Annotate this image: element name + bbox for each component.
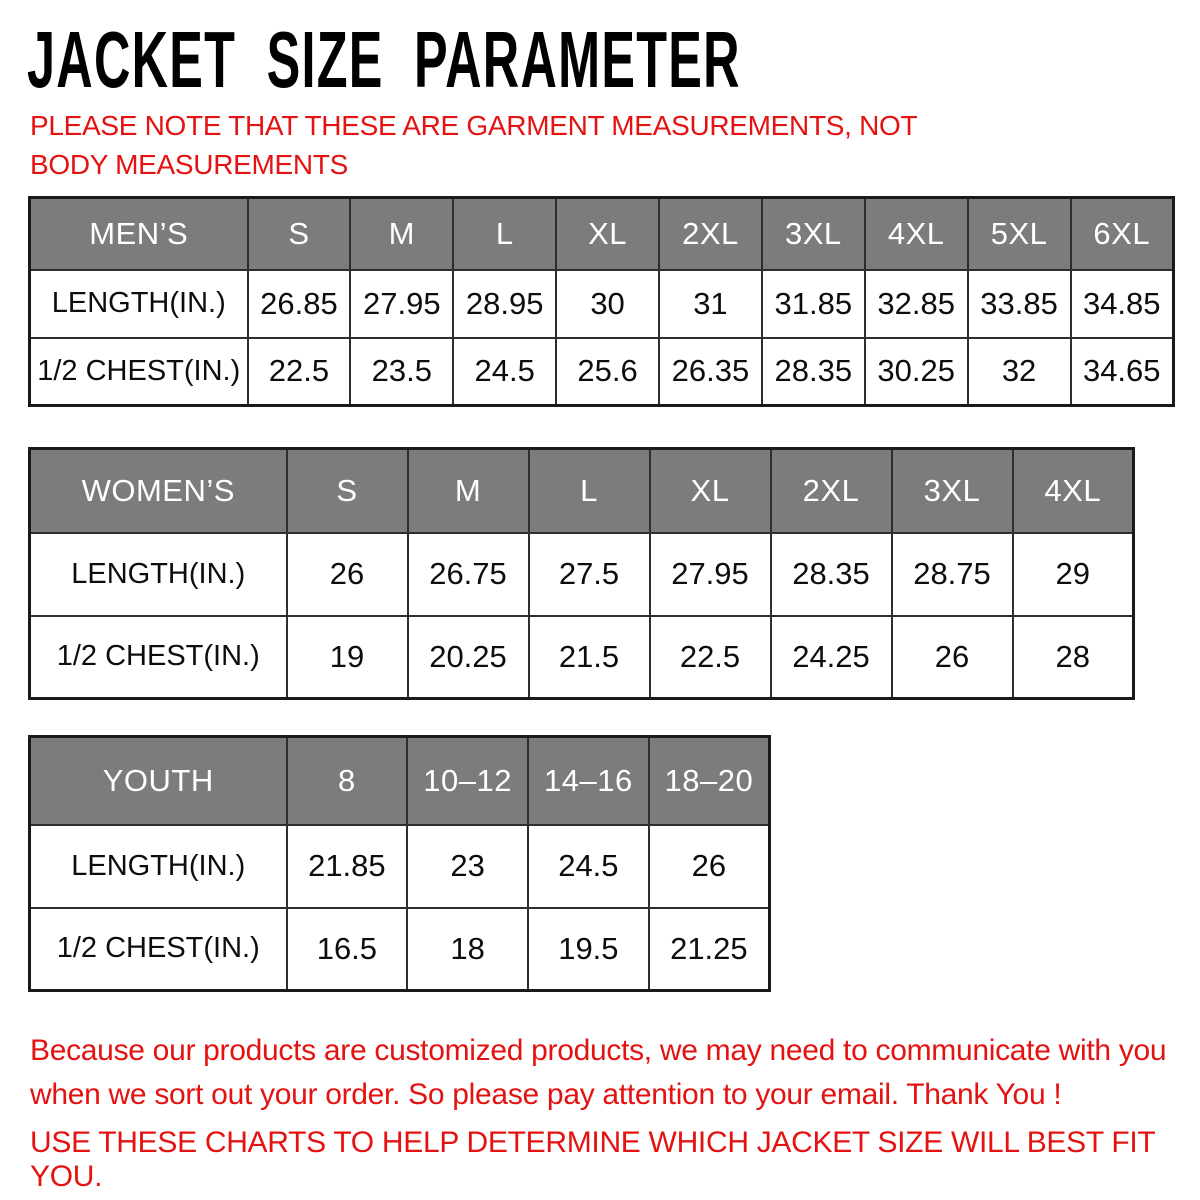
- womens-header-row: [30, 449, 1134, 533]
- size-header-cell: S: [248, 198, 351, 270]
- mens-table-title: MEN’S: [30, 198, 248, 270]
- mens-header-row: [30, 198, 1174, 270]
- size-value-cell: 30.25: [865, 338, 968, 406]
- size-value-cell: 23: [407, 825, 528, 908]
- size-header-cell: 3XL: [762, 198, 865, 270]
- size-value-cell: 26.35: [659, 338, 762, 406]
- size-header-cell: L: [453, 198, 556, 270]
- size-value-cell: 34.85: [1071, 270, 1174, 338]
- womens-chest-row: [30, 616, 1134, 699]
- row-label: 1/2 CHEST(IN.): [30, 616, 287, 699]
- size-header-cell: 5XL: [968, 198, 1071, 270]
- size-value-cell: 22.5: [650, 616, 771, 699]
- size-value-cell: 22.5: [248, 338, 351, 406]
- row-label: 1/2 CHEST(IN.): [30, 338, 248, 406]
- size-value-cell: 16.5: [287, 908, 408, 991]
- size-value-cell: 31.85: [762, 270, 865, 338]
- size-value-cell: 24.5: [453, 338, 556, 406]
- size-value-cell: 32.85: [865, 270, 968, 338]
- size-value-cell: 18: [407, 908, 528, 991]
- size-value-cell: 32: [968, 338, 1071, 406]
- size-header-cell: 3XL: [892, 449, 1013, 533]
- size-value-cell: 31: [659, 270, 762, 338]
- size-value-cell: 26: [649, 825, 770, 908]
- size-header-cell: 4XL: [1013, 449, 1134, 533]
- mens-size-table: [28, 196, 1175, 407]
- size-value-cell: 34.65: [1071, 338, 1174, 406]
- size-header-cell: S: [287, 449, 408, 533]
- size-header-cell: 10–12: [407, 737, 528, 825]
- youth-chest-row: [30, 908, 770, 991]
- customized-products-note: Because our products are customized products, we may need to communicate with you when we sort out your order. So please pay attention to your email. Thank You !: [30, 1034, 1167, 1112]
- mens-chest-row: [30, 338, 1174, 406]
- size-value-cell: 33.85: [968, 270, 1071, 338]
- size-header-cell: M: [408, 449, 529, 533]
- size-value-cell: 26.85: [248, 270, 351, 338]
- size-value-cell: 21.85: [287, 825, 408, 908]
- mens-length-row: [30, 270, 1174, 338]
- size-header-cell: 18–20: [649, 737, 770, 825]
- size-value-cell: 26.75: [408, 533, 529, 616]
- size-value-cell: 28.95: [453, 270, 556, 338]
- size-value-cell: 29: [1013, 533, 1134, 616]
- garment-measurement-note: PLEASE NOTE THAT THESE ARE GARMENT MEASUREMENTS, NOT BODY MEASUREMENTS: [30, 110, 917, 181]
- row-label: LENGTH(IN.): [30, 533, 287, 616]
- size-value-cell: 25.6: [556, 338, 659, 406]
- youth-table-title: YOUTH: [30, 737, 287, 825]
- size-value-cell: 26: [892, 616, 1013, 699]
- womens-size-table: [28, 447, 1135, 700]
- row-label: LENGTH(IN.): [30, 270, 248, 338]
- size-value-cell: 28.35: [771, 533, 892, 616]
- size-header-cell: XL: [650, 449, 771, 533]
- womens-length-row: [30, 533, 1134, 616]
- size-header-cell: XL: [556, 198, 659, 270]
- size-value-cell: 20.25: [408, 616, 529, 699]
- size-value-cell: 27.95: [650, 533, 771, 616]
- size-value-cell: 28.35: [762, 338, 865, 406]
- size-header-cell: 6XL: [1071, 198, 1174, 270]
- womens-table-title: WOMEN’S: [30, 449, 287, 533]
- page-title: JACKET SIZE PARAMETER: [27, 15, 741, 104]
- size-value-cell: 21.25: [649, 908, 770, 991]
- size-value-cell: 19: [287, 616, 408, 699]
- row-label: LENGTH(IN.): [30, 825, 287, 908]
- size-value-cell: 27.95: [350, 270, 453, 338]
- size-header-cell: 8: [287, 737, 408, 825]
- size-value-cell: 30: [556, 270, 659, 338]
- youth-size-table: [28, 735, 771, 992]
- size-header-cell: 2XL: [771, 449, 892, 533]
- size-value-cell: 19.5: [528, 908, 649, 991]
- youth-length-row: [30, 825, 770, 908]
- size-header-cell: 14–16: [528, 737, 649, 825]
- size-value-cell: 27.5: [529, 533, 650, 616]
- size-value-cell: 24.5: [528, 825, 649, 908]
- size-value-cell: 24.25: [771, 616, 892, 699]
- size-value-cell: 23.5: [350, 338, 453, 406]
- size-header-cell: 4XL: [865, 198, 968, 270]
- fit-guidance-note: USE THESE CHARTS TO HELP DETERMINE WHICH JACKET SIZE WILL BEST FIT YOU.: [30, 1126, 1155, 1193]
- size-value-cell: 21.5: [529, 616, 650, 699]
- row-label: 1/2 CHEST(IN.): [30, 908, 287, 991]
- size-header-cell: L: [529, 449, 650, 533]
- size-value-cell: 26: [287, 533, 408, 616]
- youth-header-row: [30, 737, 770, 825]
- size-value-cell: 28.75: [892, 533, 1013, 616]
- size-value-cell: 28: [1013, 616, 1134, 699]
- size-header-cell: 2XL: [659, 198, 762, 270]
- size-header-cell: M: [350, 198, 453, 270]
